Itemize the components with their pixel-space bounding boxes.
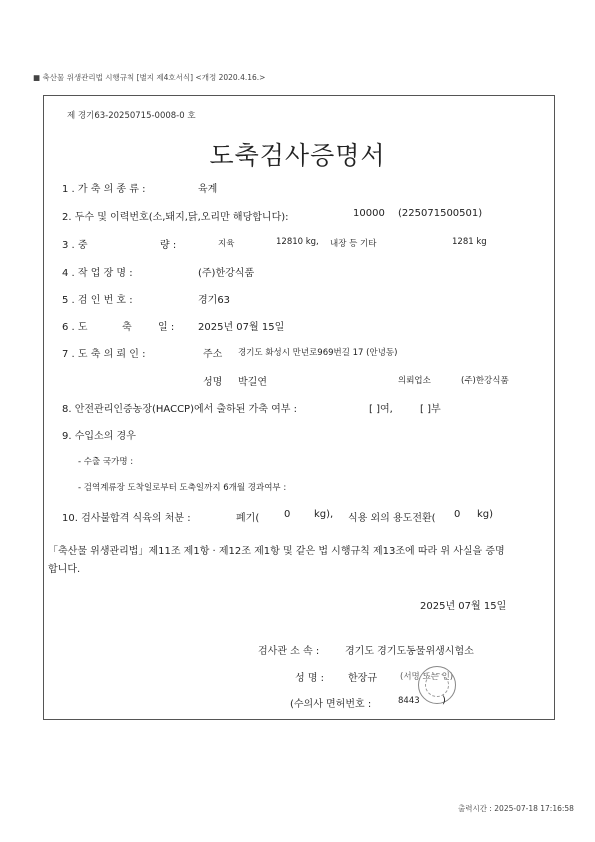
item8-no: [ ]부	[420, 404, 441, 415]
official-seal-icon	[418, 666, 456, 704]
inspector-license-label: (수의사 면허번호 :	[290, 699, 372, 710]
item7-company-label: 의뢰업소	[398, 376, 431, 386]
item2-count: 10000	[353, 208, 385, 219]
item7-name-label: 성명	[203, 377, 223, 388]
item9-label: 9. 수입소의 경우	[62, 431, 136, 442]
item10-label: 10. 검사불합격 식육의 처분 :	[62, 513, 191, 524]
item6-label: 6 . 도	[62, 322, 88, 333]
statement-line2: 합니다.	[48, 564, 81, 575]
item2-label: 2. 두수 및 이력번호(소,돼지,닭,오리만 해당합니다):	[62, 212, 289, 223]
item8-yes: [ ]여,	[369, 404, 393, 415]
issue-date: 2025년 07월 15일	[420, 601, 507, 612]
item9-export-country: - 수출 국가명 :	[78, 457, 134, 467]
item9-quarantine: - 검역계류장 도착일로부터 도축일까지 6개월 경과여부 :	[78, 483, 287, 493]
item3-offal-value: 1281 kg	[452, 237, 487, 247]
item5-label: 5 . 검 인 번 호 :	[62, 295, 133, 306]
item3-label2: 량 :	[160, 240, 177, 251]
item7-company: (주)한강식품	[461, 376, 509, 386]
item2-trace: (225071500501)	[398, 208, 483, 219]
item3-carcass-value: 12810 kg,	[276, 237, 319, 247]
item6-label3: 일 :	[158, 322, 175, 333]
statement-line1: 「축산물 위생관리법」제11조 제1항 · 제12조 제1항 및 같은 법 시행규칙 제13조에 따라 위 사실을 증명	[48, 546, 505, 557]
square-bullet-icon: ■	[33, 73, 41, 82]
item10-discard-value: 0	[284, 509, 291, 520]
item1-value: 육계	[198, 184, 218, 195]
item10-convert-unit: kg)	[477, 509, 494, 520]
item10-discard-unit: kg),	[314, 509, 334, 520]
form-header	[33, 72, 265, 83]
item3-offal-label: 내장 등 기타	[330, 239, 377, 249]
document-number: 제 경기63-20250715-0008-0 호	[67, 111, 196, 121]
item1-label: 1 . 가 축 의 종 류 :	[62, 184, 146, 195]
item5-value: 경기63	[198, 295, 231, 306]
item6-value: 2025년 07월 15일	[198, 322, 285, 333]
item3-label: 3 . 중	[62, 240, 88, 251]
item7-address-label: 주소	[203, 349, 223, 360]
item10-convert-value: 0	[454, 509, 461, 520]
inspector-name: 한장규	[348, 673, 377, 684]
inspector-license: 8443	[398, 696, 420, 706]
inspector-name-label: 성 명 :	[295, 673, 325, 684]
item10-discard-label: 폐기(	[236, 513, 260, 524]
item6-label2: 축	[122, 322, 132, 333]
item3-carcass-label: 지육	[218, 239, 235, 249]
document-title: 도축검사증명서	[209, 141, 386, 170]
item7-address: 경기도 화성시 만년로969번길 17 (안녕동)	[238, 348, 398, 358]
item10-convert-label: 식용 외의 용도전환(	[348, 513, 436, 524]
inspector-sign-mark: (서명 또는 인)	[400, 672, 454, 682]
item8-label: 8. 안전관리인증농장(HACCP)에서 출하된 가축 여부 :	[62, 404, 298, 415]
item4-label: 4 . 작 업 장 명 :	[62, 268, 133, 279]
output-timestamp: 출력시간 : 2025-07-18 17:16:58	[458, 804, 574, 813]
form-header-text: 축산물 위생관리법 시행규칙 [별지 제4호서식] <개정 2020.4.16.>	[42, 73, 266, 82]
item7-label: 7 . 도 축 의 뢰 인 :	[62, 349, 146, 360]
inspector-org: 경기도 경기도동물위생시험소	[345, 646, 474, 657]
item7-name: 박길연	[238, 377, 267, 388]
inspector-license-close: )	[442, 695, 446, 706]
inspector-org-label: 검사관 소 속 :	[258, 646, 320, 657]
item4-value: (주)한강식품	[198, 268, 255, 279]
